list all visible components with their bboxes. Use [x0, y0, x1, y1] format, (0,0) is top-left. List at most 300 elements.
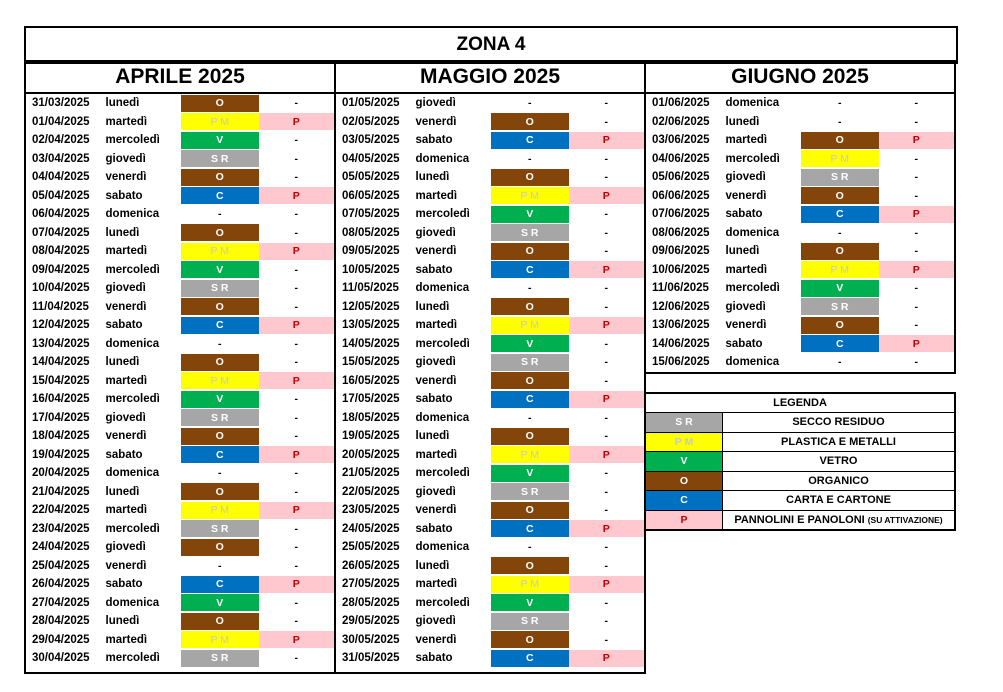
row-diaper-code: -	[604, 596, 608, 609]
row-weekday: lunedì	[105, 356, 140, 369]
row-diaper-code: P	[879, 132, 955, 149]
row-collection-code: O	[491, 298, 568, 315]
row-weekday: martedì	[105, 504, 148, 517]
row-collection-code: -	[218, 337, 222, 350]
row-date: 25/04/2025	[32, 559, 90, 572]
row-date: 21/04/2025	[32, 485, 90, 498]
row-diaper-code: -	[294, 485, 298, 498]
row-diaper-code: -	[914, 152, 918, 165]
calendar-row	[646, 224, 954, 243]
row-date: 06/06/2025	[652, 189, 710, 202]
row-diaper-code: -	[294, 430, 298, 443]
legend-swatch: C	[646, 491, 723, 510]
calendar-row	[26, 168, 334, 187]
row-diaper-code: -	[604, 633, 608, 646]
row-collection-code: V	[181, 132, 258, 149]
row-collection-code: O	[491, 243, 568, 260]
row-date: 21/05/2025	[342, 467, 400, 480]
row-date: 30/04/2025	[32, 652, 90, 665]
row-date: 05/04/2025	[32, 189, 90, 202]
calendar-row	[646, 94, 954, 113]
row-diaper-code: -	[604, 171, 608, 184]
row-weekday: martedì	[415, 319, 458, 332]
calendar-row	[26, 261, 334, 280]
calendar-row	[26, 113, 334, 132]
row-diaper-code: P	[879, 206, 955, 223]
row-date: 01/04/2025	[32, 115, 90, 128]
row-weekday: sabato	[415, 134, 453, 147]
row-diaper-code: -	[294, 652, 298, 665]
row-date: 07/06/2025	[652, 208, 710, 221]
row-date: 16/04/2025	[32, 393, 90, 406]
row-collection-code: -	[528, 152, 532, 165]
legend-item	[646, 413, 954, 433]
row-collection-code: P M	[491, 576, 568, 593]
row-collection-code: S R	[801, 298, 878, 315]
row-weekday: sabato	[105, 448, 143, 461]
row-collection-code: V	[491, 594, 568, 611]
calendar-row	[646, 353, 954, 372]
row-diaper-code: -	[294, 615, 298, 628]
calendar-row	[336, 446, 644, 465]
row-weekday: giovedì	[105, 152, 146, 165]
row-weekday: venerdì	[415, 504, 457, 517]
row-weekday: mercoledì	[105, 522, 160, 535]
row-diaper-code: P	[569, 132, 645, 149]
calendar-row	[336, 131, 644, 150]
row-collection-code: P M	[491, 187, 568, 204]
row-diaper-code: P	[569, 650, 645, 667]
row-date: 05/05/2025	[342, 171, 400, 184]
row-date: 13/05/2025	[342, 319, 400, 332]
row-diaper-code: P	[569, 520, 645, 537]
zone-title: ZONA 4	[24, 26, 958, 64]
row-weekday: lunedì	[725, 115, 760, 128]
calendar-row	[26, 483, 334, 502]
row-date: 18/05/2025	[342, 411, 400, 424]
row-collection-code: P M	[181, 631, 258, 648]
row-date: 28/04/2025	[32, 615, 90, 628]
row-weekday: giovedì	[105, 282, 146, 295]
row-collection-code: O	[181, 483, 258, 500]
month-rows	[336, 94, 644, 668]
calendar-row	[26, 446, 334, 465]
row-diaper-code: -	[914, 171, 918, 184]
row-weekday: mercoledì	[105, 393, 160, 406]
row-date: 14/04/2025	[32, 356, 90, 369]
row-diaper-code: P	[259, 446, 335, 463]
legend-label-cell	[723, 511, 954, 530]
row-collection-code: V	[181, 261, 258, 278]
row-diaper-code: -	[294, 596, 298, 609]
row-collection-code: P M	[181, 372, 258, 389]
calendar-row	[336, 187, 644, 206]
row-collection-code: O	[181, 539, 258, 556]
row-date: 31/03/2025	[32, 97, 90, 110]
row-collection-code: C	[181, 187, 258, 204]
row-weekday: domenica	[105, 467, 160, 480]
row-weekday: sabato	[415, 393, 453, 406]
row-collection-code: P M	[181, 502, 258, 519]
calendar-row	[336, 575, 644, 594]
legend-swatch: O	[646, 472, 723, 491]
legend-label: CARTA E CARTONE	[786, 494, 891, 507]
row-weekday: mercoledì	[105, 134, 160, 147]
legend-label-cell	[723, 491, 954, 510]
calendar-row	[26, 335, 334, 354]
row-collection-code: C	[491, 261, 568, 278]
row-collection-code: O	[491, 372, 568, 389]
row-weekday: martedì	[105, 115, 148, 128]
row-diaper-code: -	[604, 504, 608, 517]
row-weekday: sabato	[415, 263, 453, 276]
row-date: 19/05/2025	[342, 430, 400, 443]
row-weekday: giovedì	[415, 615, 456, 628]
row-diaper-code: -	[294, 300, 298, 313]
row-collection-code: C	[491, 520, 568, 537]
row-weekday: martedì	[415, 189, 458, 202]
row-weekday: lunedì	[105, 97, 140, 110]
row-collection-code: O	[181, 428, 258, 445]
legend-item	[646, 491, 954, 511]
calendar-row	[26, 409, 334, 428]
row-collection-code: S R	[181, 280, 258, 297]
row-diaper-code: -	[604, 541, 608, 554]
row-diaper-code: -	[294, 152, 298, 165]
row-date: 07/04/2025	[32, 226, 90, 239]
calendar-row	[336, 150, 644, 169]
row-collection-code: V	[801, 280, 878, 297]
row-date: 01/05/2025	[342, 97, 400, 110]
month-title: APRILE 2025	[26, 62, 334, 94]
row-date: 14/05/2025	[342, 337, 400, 350]
row-diaper-code: -	[914, 282, 918, 295]
row-weekday: domenica	[105, 596, 160, 609]
calendar-row	[646, 205, 954, 224]
row-weekday: martedì	[105, 374, 148, 387]
row-collection-code: O	[491, 113, 568, 130]
calendar-row	[336, 501, 644, 520]
calendar-row	[646, 261, 954, 280]
row-diaper-code: -	[914, 356, 918, 369]
legend-label: PANNOLINI E PANOLONI	[734, 513, 865, 526]
row-diaper-code: -	[294, 393, 298, 406]
row-collection-code: -	[218, 559, 222, 572]
row-collection-code: P M	[491, 317, 568, 334]
row-weekday: martedì	[725, 134, 768, 147]
row-collection-code: -	[528, 411, 532, 424]
row-collection-code: -	[838, 115, 842, 128]
calendar-row	[26, 612, 334, 631]
legend-label: PLASTICA E METALLI	[781, 435, 896, 448]
calendar-row	[336, 242, 644, 261]
row-date: 11/05/2025	[342, 282, 399, 295]
row-weekday: venerdì	[415, 374, 457, 387]
row-collection-code: -	[528, 282, 532, 295]
row-date: 11/06/2025	[652, 282, 709, 295]
row-weekday: mercoledì	[105, 263, 160, 276]
legend-item	[646, 472, 954, 492]
calendar-row	[336, 557, 644, 576]
row-weekday: venerdì	[415, 115, 457, 128]
row-diaper-code: -	[294, 208, 298, 221]
row-date: 04/05/2025	[342, 152, 400, 165]
row-date: 02/04/2025	[32, 134, 90, 147]
row-collection-code: O	[491, 428, 568, 445]
row-diaper-code: -	[294, 282, 298, 295]
legend-item	[646, 511, 954, 530]
row-date: 31/05/2025	[342, 652, 400, 665]
row-date: 07/05/2025	[342, 208, 400, 221]
row-collection-code: -	[218, 208, 222, 221]
row-weekday: sabato	[105, 578, 143, 591]
legend-title: LEGENDA	[646, 394, 954, 413]
row-diaper-code: -	[604, 411, 608, 424]
calendar-row	[26, 187, 334, 206]
row-diaper-code: P	[569, 187, 645, 204]
row-date: 23/04/2025	[32, 522, 90, 535]
row-collection-code: O	[181, 224, 258, 241]
row-diaper-code: -	[294, 541, 298, 554]
row-date: 15/06/2025	[652, 356, 710, 369]
row-collection-code: -	[528, 97, 532, 110]
row-weekday: sabato	[105, 189, 143, 202]
row-weekday: lunedì	[415, 171, 450, 184]
row-date: 29/05/2025	[342, 615, 400, 628]
calendar-row	[336, 538, 644, 557]
row-collection-code: C	[491, 391, 568, 408]
row-weekday: lunedì	[415, 430, 450, 443]
row-diaper-code: -	[604, 485, 608, 498]
row-collection-code: V	[491, 465, 568, 482]
calendar-row	[336, 594, 644, 613]
row-weekday: mercoledì	[725, 282, 780, 295]
row-date: 09/05/2025	[342, 245, 400, 258]
row-diaper-code: P	[879, 261, 955, 278]
calendar-row	[336, 649, 644, 668]
row-diaper-code: -	[914, 319, 918, 332]
legend-note: (SU ATTIVAZIONE)	[867, 514, 943, 525]
row-collection-code: V	[491, 335, 568, 352]
row-weekday: martedì	[415, 448, 458, 461]
calendar-row	[646, 298, 954, 317]
row-date: 05/06/2025	[652, 171, 710, 184]
calendar-row	[336, 113, 644, 132]
row-weekday: mercoledì	[725, 152, 780, 165]
row-collection-code: S R	[181, 650, 258, 667]
calendar-row	[336, 224, 644, 243]
row-date: 11/04/2025	[32, 300, 89, 313]
row-date: 22/04/2025	[32, 504, 90, 517]
legend-swatch: P	[646, 511, 723, 530]
calendar-row	[26, 224, 334, 243]
legend-label-cell	[723, 472, 954, 491]
row-weekday: domenica	[415, 541, 470, 554]
row-diaper-code: -	[294, 411, 298, 424]
calendar-row	[26, 205, 334, 224]
calendar-row	[26, 353, 334, 372]
row-weekday: domenica	[415, 152, 470, 165]
row-date: 27/05/2025	[342, 578, 400, 591]
row-collection-code: S R	[181, 409, 258, 426]
row-weekday: lunedì	[415, 300, 450, 313]
calendar-row	[336, 427, 644, 446]
row-weekday: giovedì	[415, 226, 456, 239]
row-collection-code: C	[491, 132, 568, 149]
calendar-row	[26, 316, 334, 335]
legend-label: VETRO	[819, 455, 858, 468]
row-date: 12/04/2025	[32, 319, 90, 332]
row-weekday: mercoledì	[415, 337, 470, 350]
row-diaper-code: P	[569, 446, 645, 463]
row-diaper-code: P	[879, 335, 955, 352]
row-collection-code: -	[838, 97, 842, 110]
legend-label: SECCO RESIDUO	[792, 416, 885, 429]
row-date: 12/05/2025	[342, 300, 400, 313]
calendar-row	[336, 372, 644, 391]
row-collection-code: P M	[801, 261, 878, 278]
row-date: 20/04/2025	[32, 467, 90, 480]
row-weekday: giovedì	[725, 171, 766, 184]
row-diaper-code: -	[914, 245, 918, 258]
row-date: 29/04/2025	[32, 633, 90, 646]
calendar-row	[646, 279, 954, 298]
row-date: 06/05/2025	[342, 189, 400, 202]
row-collection-code: -	[838, 356, 842, 369]
row-collection-code: O	[491, 169, 568, 186]
row-date: 22/05/2025	[342, 485, 400, 498]
row-collection-code: P M	[181, 243, 258, 260]
row-diaper-code: -	[604, 559, 608, 572]
row-date: 10/05/2025	[342, 263, 400, 276]
row-diaper-code: P	[259, 631, 335, 648]
row-date: 13/04/2025	[32, 337, 90, 350]
row-collection-code: O	[181, 169, 258, 186]
row-weekday: venerdì	[105, 300, 147, 313]
calendar-row	[26, 631, 334, 650]
row-date: 03/04/2025	[32, 152, 90, 165]
calendar-row	[336, 335, 644, 354]
row-date: 20/05/2025	[342, 448, 400, 461]
row-weekday: martedì	[105, 245, 148, 258]
calendar-row	[26, 501, 334, 520]
row-collection-code: S R	[491, 224, 568, 241]
row-date: 27/04/2025	[32, 596, 90, 609]
month-rows	[26, 94, 334, 668]
row-date: 17/05/2025	[342, 393, 400, 406]
month-title: MAGGIO 2025	[336, 62, 644, 94]
row-date: 08/04/2025	[32, 245, 90, 258]
legend-swatch: S R	[646, 413, 723, 432]
row-date: 02/06/2025	[652, 115, 710, 128]
row-diaper-code: -	[604, 615, 608, 628]
calendar-row	[336, 631, 644, 650]
calendar-row	[26, 427, 334, 446]
legend-item	[646, 433, 954, 453]
calendar-row	[336, 612, 644, 631]
calendar-row	[26, 575, 334, 594]
calendar-row	[26, 279, 334, 298]
row-collection-code: S R	[491, 354, 568, 371]
row-weekday: venerdì	[725, 189, 767, 202]
row-weekday: venerdì	[105, 430, 147, 443]
row-diaper-code: -	[914, 115, 918, 128]
row-date: 16/05/2025	[342, 374, 400, 387]
row-collection-code: V	[491, 206, 568, 223]
row-date: 09/04/2025	[32, 263, 90, 276]
row-date: 02/05/2025	[342, 115, 400, 128]
row-collection-code: O	[491, 557, 568, 574]
row-date: 17/04/2025	[32, 411, 90, 424]
row-diaper-code: -	[914, 226, 918, 239]
row-diaper-code: P	[259, 502, 335, 519]
row-date: 19/04/2025	[32, 448, 90, 461]
row-diaper-code: P	[569, 317, 645, 334]
calendar-row	[26, 94, 334, 113]
row-date: 25/05/2025	[342, 541, 400, 554]
legend-item	[646, 452, 954, 472]
row-collection-code: C	[181, 446, 258, 463]
row-diaper-code: P	[259, 576, 335, 593]
row-weekday: sabato	[105, 319, 143, 332]
row-diaper-code: -	[604, 430, 608, 443]
calendar-row	[336, 390, 644, 409]
row-diaper-code: -	[604, 337, 608, 350]
row-diaper-code: -	[914, 97, 918, 110]
row-date: 15/04/2025	[32, 374, 90, 387]
row-diaper-code: -	[294, 522, 298, 535]
row-date: 28/05/2025	[342, 596, 400, 609]
legend-label-cell	[723, 433, 954, 452]
calendar-row	[26, 298, 334, 317]
row-date: 06/04/2025	[32, 208, 90, 221]
row-diaper-code: -	[914, 189, 918, 202]
row-date: 12/06/2025	[652, 300, 710, 313]
row-collection-code: V	[181, 594, 258, 611]
row-collection-code: S R	[181, 150, 258, 167]
calendar-row	[26, 131, 334, 150]
row-weekday: mercoledì	[105, 652, 160, 665]
calendar-row	[26, 372, 334, 391]
row-collection-code: O	[801, 243, 878, 260]
row-weekday: venerdì	[105, 171, 147, 184]
row-weekday: lunedì	[415, 559, 450, 572]
row-diaper-code: -	[294, 337, 298, 350]
row-diaper-code: -	[604, 226, 608, 239]
row-collection-code: C	[491, 650, 568, 667]
row-weekday: martedì	[415, 578, 458, 591]
row-date: 03/06/2025	[652, 134, 710, 147]
month-june	[644, 60, 956, 374]
row-weekday: sabato	[415, 522, 453, 535]
calendar-row	[26, 242, 334, 261]
calendar-row	[646, 242, 954, 261]
row-collection-code: P M	[801, 150, 878, 167]
row-diaper-code: P	[569, 576, 645, 593]
row-collection-code: -	[218, 467, 222, 480]
row-collection-code: C	[801, 206, 878, 223]
row-date: 08/05/2025	[342, 226, 400, 239]
row-collection-code: O	[181, 298, 258, 315]
row-collection-code: C	[801, 335, 878, 352]
row-collection-code: O	[491, 502, 568, 519]
row-weekday: domenica	[725, 97, 780, 110]
row-diaper-code: P	[259, 187, 335, 204]
calendar-row	[646, 113, 954, 132]
row-weekday: domenica	[105, 337, 160, 350]
legend-label: ORGANICO	[808, 474, 869, 487]
row-weekday: venerdì	[725, 319, 767, 332]
